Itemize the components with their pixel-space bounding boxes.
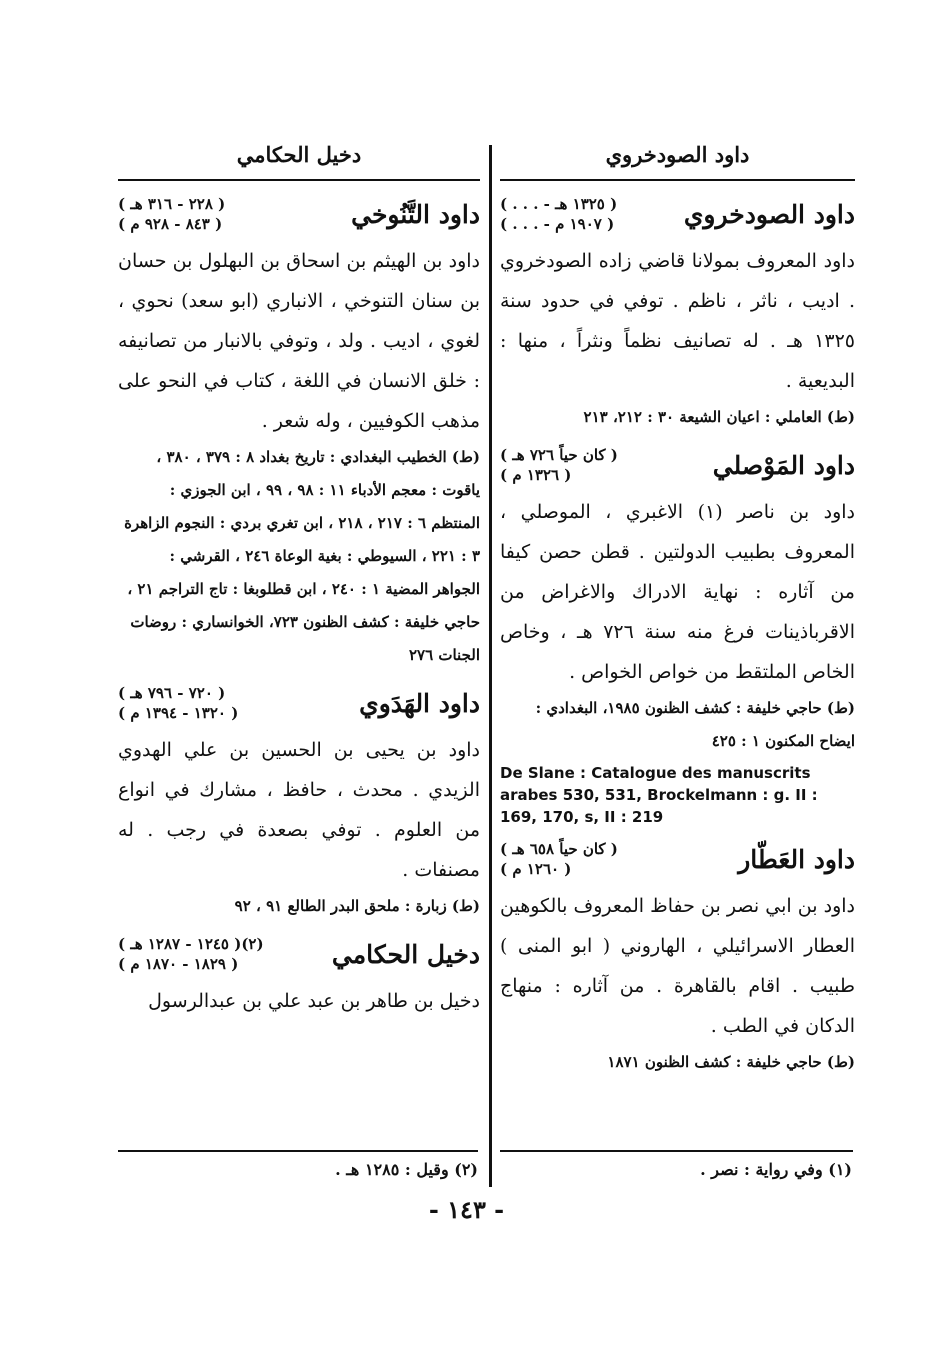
entry-sources: (ط) زبارة : ملحق البدر الطالع ٩١ ، ٩٢ (234, 897, 480, 915)
entry-sources: (ط) الخطيب البغدادي : تاريخ بغداد ٨ : ٣٧٩ ، ٣٨٠ ، ياقوت : معجم الأدباء ١١ : ٩٨ ، ٩٩ ، ابن الجوزي : المنتظم ٦ : ٢١٧ ، ٢١٨ ، ابن تغري بردي : النجوم الزاهرة ٣ : ٢٢١ ، السيوطي : بغية الوعاة ٢٤٦ ، القرشي : الجواهر المضية ١ : ٢٤٠ ، ابن قطلوبغا : تاج التراجم ٢١ ، حاجي خليفة : كشف الظنون ٧٢٣، الخوانساري : روضات الجنات ٢٧٦ (124, 448, 480, 664)
entry-name: داود الصودخروي (683, 199, 855, 229)
entry-name: داود الهَدَوي (359, 688, 480, 718)
header-rule-left (118, 179, 480, 181)
footnote-rule-right (500, 1150, 853, 1152)
dates-ad: ( ١٢٦٠ م ) (500, 860, 572, 878)
entry-dates (500, 445, 618, 485)
entry-name: داود التَّنُوخي (351, 199, 480, 229)
running-head-right: داود الصودخروي (605, 142, 750, 167)
entry-body: دخيل بن طاهر بن عبد علي بن عبدالرسول (148, 990, 480, 1012)
dates-hijri: ( . . . - ١٣٢٥ هـ ) (500, 195, 618, 213)
entry-name: داود المَوْصلي (712, 450, 855, 480)
entry-dates (500, 194, 617, 234)
entry-dates (118, 194, 225, 234)
entry-header (118, 676, 480, 730)
entry-name: دخيل الحكامي (331, 939, 480, 969)
entry-body: داود بن يحيى بن الحسين بن علي الهدوي الزيدي . محدث ، حافظ ، مشارك في انواع من العلوم . توفي بصعدة في رجب . له مصنفات . (118, 739, 480, 881)
entry-header (500, 187, 855, 241)
entry-header (500, 438, 855, 492)
dates-ad: ( ٨٤٣ - ٩٢٨ م ) (118, 215, 223, 233)
dates-hijri: ( ٧٢٠ - ٧٩٦ هـ ) (118, 684, 226, 702)
entry-body: داود المعروف بمولانا قاضي زاده الصودخروي . اديب ، ناثر ، ناظم . توفي في حدود سنة ١٣٢٥ هـ . له تصانيف نظماً ونثراً ، منها : البديعية . (500, 250, 855, 392)
entry-header (118, 927, 480, 981)
entry-latin-sources: De Slane : Catalogue des manuscrits arabes 530, 531, Brockelmann : g. II : 169, 170, s, II : 219 (500, 764, 818, 826)
entry-mawsili (500, 438, 855, 828)
entry-header (118, 187, 480, 241)
dates-hijri: ( كان حياً ٦٥٨ هـ ) (500, 840, 618, 858)
entry-attar (500, 832, 855, 1079)
running-head-left: دخيل الحكامي (236, 142, 362, 167)
column-divider (489, 145, 492, 1187)
entry-hakkami (118, 927, 480, 1021)
header-rule-right (500, 179, 855, 181)
entry-dates (500, 839, 618, 879)
dates-hijri: ( ١٢٤٥ - ١٢٨٧ هـ )(٢) (118, 935, 264, 953)
entry-body: داود بن ناصر (١) الاغبري ، الموصلي ، المعروف بطبيب الدولتين . قطن حصن كيفا من آثاره : نهاية الادراك والاغراض من الاقرباذينات فرغ منه سنة ٧٢٦ هـ ، وخاص الخاص الملتقط من خواص الخواص . (500, 501, 855, 683)
dates-ad: ( ١٣٢٦ م ) (500, 466, 572, 484)
right-column (500, 135, 855, 1079)
entry-tanukhi (118, 187, 480, 672)
entry-header (500, 832, 855, 886)
entry-sources: (ط) العاملي : اعيان الشيعة ٣٠ : ٢١٢، ٢١٣ (583, 408, 855, 426)
entry-name: داود العَطّار (738, 844, 855, 874)
entry-body: داود بن ابي نصر بن حفاظ المعروف بالكوهين العطار الاسرائيلي ، الهاروني ( ابو المنى ) طبيب . اقام بالقاهرة . من آثاره : منهاج الدكان في الطب . (500, 895, 855, 1037)
left-column (118, 135, 480, 1021)
entry-dates (118, 683, 238, 723)
entry-dates (118, 934, 264, 974)
dates-hijri: ( كان حياً ٧٢٦ هـ ) (500, 446, 618, 464)
dates-ad: ( ١٨٢٩ - ١٨٧٠ م ) (118, 955, 239, 973)
footnote-rule-left (118, 1150, 478, 1152)
page-number: - ١٤٣ - (428, 1195, 505, 1224)
entry-sources: (ط) حاجي خليفة : كشف الظنون ١٨٧١ (607, 1053, 855, 1071)
entry-body: داود بن الهيثم بن اسحاق بن البهلول بن حسان بن سنان التنوخي ، الانباري (ابو سعد) نحوي ، لغوي ، اديب . ولد ، وتوفي بالانبار من تصانيفه : خلق الانسان في اللغة ، كتاب في النحو على مذهب الكوفيين ، وله شعر . (118, 250, 480, 432)
dates-ad: ( ١٣٢٠ - ١٣٩٤ م ) (118, 704, 239, 722)
entry-sudkhrawi (500, 187, 855, 434)
dates-ad: ( . . . - ١٩٠٧ م ) (500, 215, 615, 233)
footnote-left: (٢) وقيل : ١٢٨٥ هـ . (335, 1160, 478, 1179)
dates-hijri: ( ٢٢٨ - ٣١٦ هـ ) (118, 195, 226, 213)
entry-hadawi (118, 676, 480, 923)
footnote-right: (١) وفي رواية : نصر . (700, 1160, 852, 1179)
entry-sources: (ط) حاجي خليفة : كشف الظنون ١٩٨٥، البغدادي : ايضاح المكنون ١ : ٤٢٥ (535, 699, 855, 750)
